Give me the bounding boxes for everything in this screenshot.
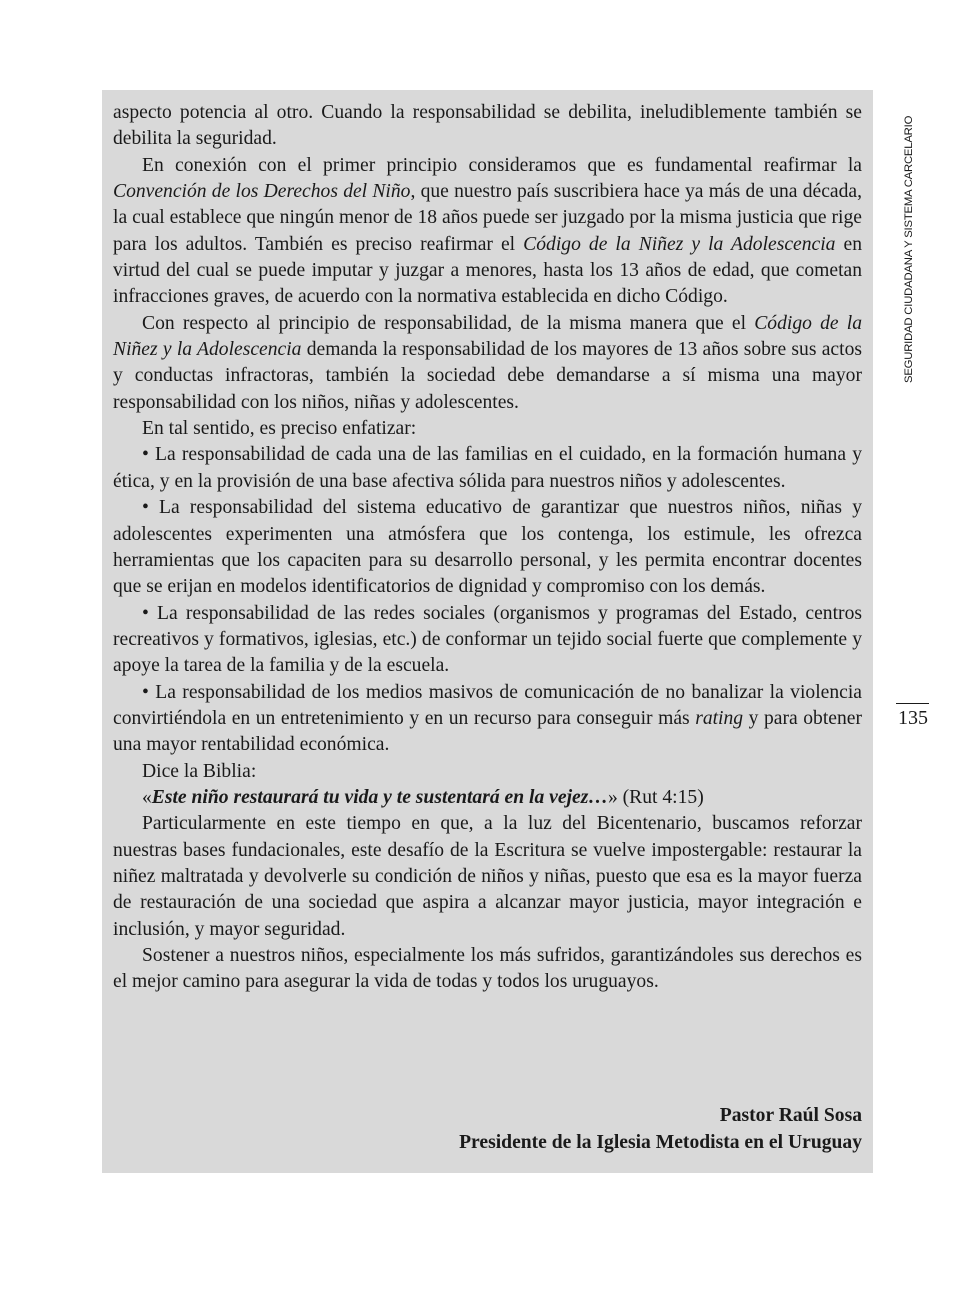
paragraph-1: aspecto potencia al otro. Cuando la responsabilidad se debilita, ineludiblemente también se debilita la seguridad. — [113, 102, 862, 150]
paragraph-2 — [113, 153, 862, 311]
quote-close: » (Rut 4:15) — [607, 786, 704, 808]
paragraph-2-part-c: , que nuestro país suscribiera hace ya más de una década, la cual establece que ningún menor de 18 años puede ser juzgado por la misma justicia que rige para los adultos. También es preciso reafirmar el — [113, 181, 863, 255]
running-head: SEGURIDAD CIUDADANA Y SISTEMA CARCELARIO — [903, 115, 915, 383]
paragraph-4: En tal sentido, es preciso enfatizar: — [142, 418, 417, 440]
paragraph-2-part-a: En conexión con el primer principio consideramos que es fundamental reafirmar la — [142, 154, 862, 176]
bullet-social-networks: • La responsabilidad de las redes sociales (organismos y programas del Estado, centros recreativos y formativos, iglesias, etc.) de conformar un tejido social fuerte que complemente y apoye la tarea de la familia y de la escuela. — [113, 602, 862, 677]
page-number: 135 — [898, 707, 928, 729]
paragraph-7: Sostener a nuestros niños, especialmente los más sufridos, garantizándoles sus derechos es el mejor camino para asegurar la vida de todas y todos los uruguayos. — [113, 945, 862, 993]
paragraph-3-part-a: Con respecto al principio de responsabilidad, de la misma manera que el — [142, 312, 755, 334]
code-title-2: Código de la Niñez y la Adolescencia — [113, 312, 862, 361]
paragraph-2-part-e: en virtud del cual se puede imputar y juzgar a menores, hasta los 13 años de edad, que cometan infracciones graves, de acuerdo con la normativa establecida en dicho Código. — [113, 233, 862, 308]
signature-role: Presidente de la Iglesia Metodista en el Uruguay — [459, 1132, 862, 1153]
bible-quote — [113, 785, 862, 811]
code-title: Código de la Niñez y la Adolescencia — [523, 233, 836, 255]
bullet-education: • La responsabilidad del sistema educativo de garantizar que nuestros niños, niñas y adolescentes experimenten una atmósfera que los contenga, los estimule, les ofrezca herramientas que los capaciten para su desarrollo personal, y les permita encontrar docentes que se erijan en modelos identificatorios de dignidad y compromiso con los demás. — [113, 497, 862, 598]
convention-title: Convención de los Derechos del Niño — [113, 181, 411, 203]
signature — [459, 1102, 862, 1156]
paragraph-3 — [113, 311, 862, 416]
page-number-rule — [896, 703, 929, 704]
paragraph-6: Particularmente en este tiempo en que, a la luz del Bicentenario, buscamos reforzar nuestras bases fundacionales, este desafío de la Escritura se vuelve impostergable: restaurar la niñez maltratada y devolverle su condición de niños y niñas, puesto que esa es la mayor fuerza de restauración de una sociedad que aspira a alcanzar mayor justicia, mayor integración e inclusión, y mayor seguridad. — [113, 813, 862, 940]
quote-text: Este niño restaurará tu vida y te sustentará en la vejez… — [151, 786, 608, 808]
paragraph-bible-intro: Dice la Biblia: — [142, 760, 257, 782]
paragraph-3-part-c: demanda la responsabilidad de los mayores de 13 años sobre sus actos y conductas infractoras, también la sociedad debe demandarse a sí misma una mayor responsabilidad con los niños, niñas y adolescentes. — [113, 339, 862, 413]
bullet-media-part-a: • La responsabilidad de los medios masivos de comunicación de no banalizar la violencia convirtiéndola en un entretenimiento y en un recurso para conseguir más — [113, 681, 862, 729]
rating-term: rating — [695, 707, 744, 729]
bullet-family: • La responsabilidad de cada una de las familias en el cuidado, en la formación humana y ética, y en la provisión de una base afectiva sólida para nuestros niños y adolescentes. — [113, 444, 862, 492]
quote-open: « — [142, 786, 152, 808]
bullet-media — [113, 680, 862, 759]
bullet-media-part-c: y para obtener una mayor rentabilidad económica. — [113, 707, 862, 756]
body-text — [113, 100, 862, 996]
signature-name: Pastor Raúl Sosa — [719, 1105, 862, 1126]
